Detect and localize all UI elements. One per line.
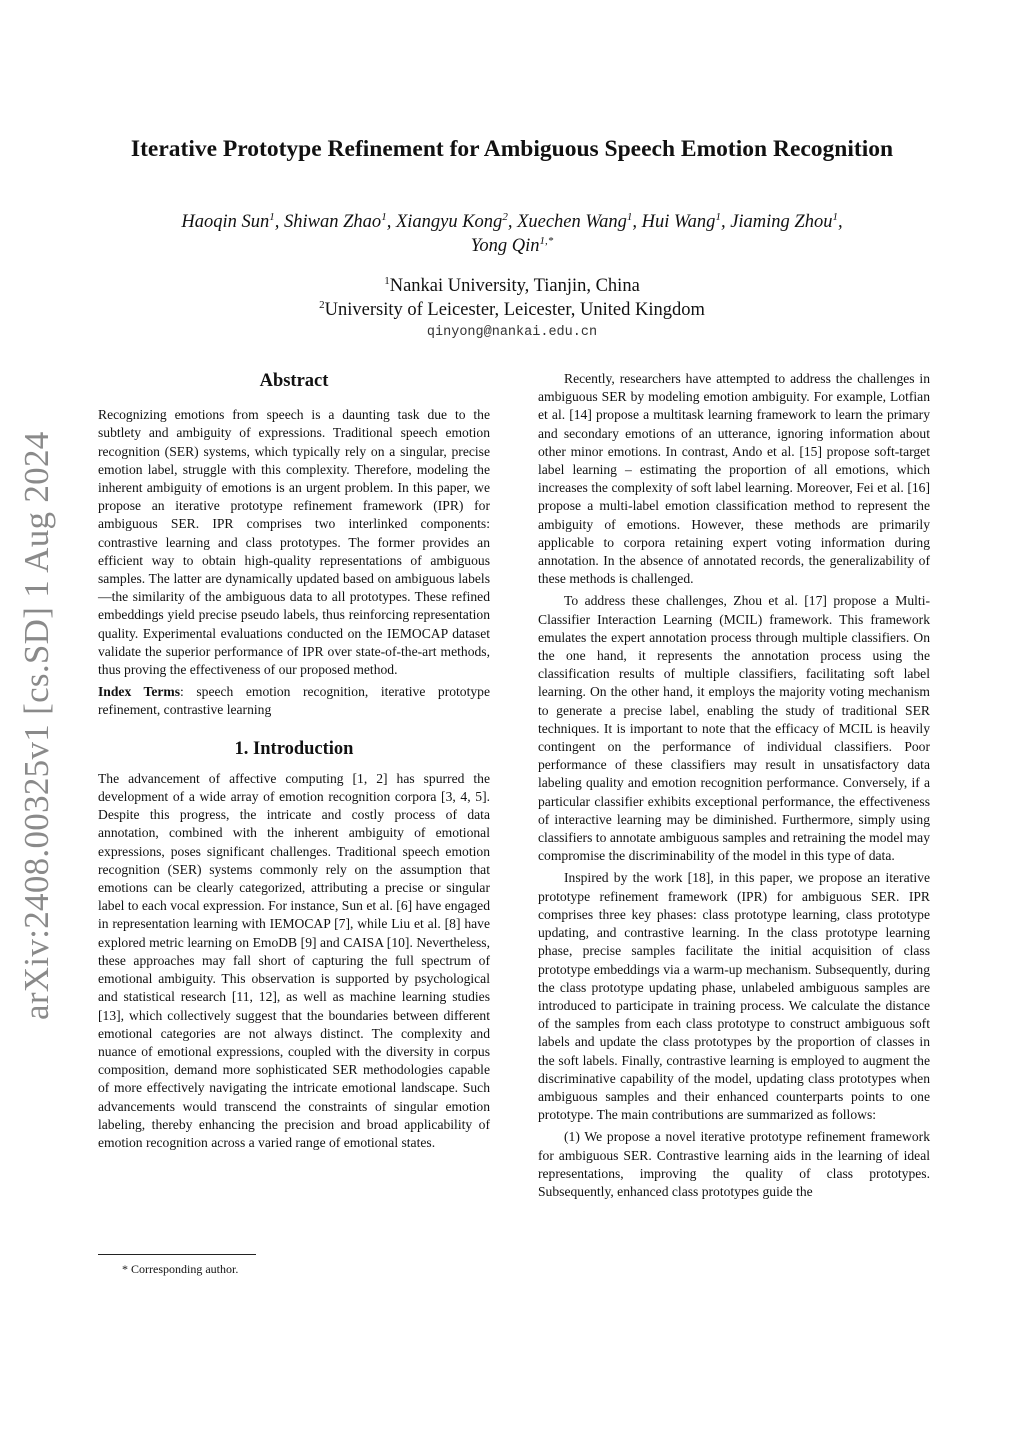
author: Haoqin Sun$^1$, — [181, 210, 285, 232]
affiliations — [0, 274, 1024, 322]
body-paragraph: Inspired by the work [18], in this paper, we propose an iterative prototype refinement framework (IPR) for ambiguous SER. IPR comprises three key phases: class prototype learning, class prototype updating, and contrastive learning. In the class prototype learning phase, precise samples facilitate the initial acquisition of class prototype embeddings via a warm-up mechanism. Subsequently, during the class prototype updating phase, unlabeled ambiguous samples are introduced to participate in training process. We calculate the distance of the samples from each class prototype to construct ambiguous soft labels and update the class prototypes by the proportion of classes in the soft labels. Finally, contrastive learning is employed to augment the discriminative capability of the model, updating class prototypes when ambiguous samples and their enhanced counterparts points to one prototype. The main contributions are summarized as follows: — [538, 870, 930, 1123]
body-paragraph: (1) We propose a novel iterative prototype refinement framework for ambiguous SER. Contrastive learning aids in the learning of ideal representations, improving the quality of class prototypes. Subsequently, enhanced class prototypes guide the — [538, 1129, 930, 1199]
body-paragraph: The advancement of affective computing [1, 2] has spurred the development of a wide array of emotion recognition corpora [3, 4, 5]. Despite this progress, the intricate and costly process of data annotation, combined with the inherent ambiguity of emotional expressions, poses significant challenges. Traditional speech emotion recognition (SER) systems commonly rely on the assumption that emotions can be clearly categorized, attributing a precise or singular label to each vocal expression. For instance, Sun et al. [6] have engaged in representation learning with IEMOCAP [7], while Liu et al. [8] have explored metric learning on EmoDB [9] and CAISA [10]. Nevertheless, these approaches may fall short of capturing the full spectrum of emotional ambiguity. This observation is supported by psychological and statistical research [11, 12], as well as machine learning studies [13], which collectively suggest that the boundaries between different emotional categories are not always distinct. The complexity and nuance of emotional expressions, coupled with the diversity in corpus composition, demand more sophisticated SER methodologies capable of more effectively navigating the intricate emotional landscape. Such advancements would transcend the constraints of singular emotion labeling, thereby enhancing the precision and broad applicability of emotion recognition across a varied range of emotional states. — [98, 770, 490, 1150]
author-list — [130, 210, 894, 258]
abstract-heading: Abstract — [259, 371, 329, 391]
affiliation: $^2$University of Leicester, Leicester, United Kingdom — [319, 298, 705, 320]
author: Xiangyu Kong$^2$, — [395, 210, 518, 232]
arxiv-identifier: arXiv:2408.00325v1 [cs.SD] 1 Aug 2024 — [17, 431, 56, 1020]
author: Jiaming Zhou$^1$, — [730, 210, 843, 232]
index-terms: Index Terms: speech emotion recognition, iterative prototype refinement, contrastive learning — [98, 684, 490, 718]
footnote-divider — [98, 1254, 256, 1255]
right-column — [538, 370, 930, 1201]
affiliation: $^1$Nankai University, Tianjin, China — [384, 274, 640, 296]
footnote: * Corresponding author. — [122, 1262, 239, 1276]
section-heading: 1. Introduction — [234, 738, 354, 759]
contact-email: qinyong@nankai.edu.cn — [426, 325, 598, 340]
author: Yong Qin$^{1,*}$ — [470, 234, 554, 256]
author: Shiwan Zhao$^1$, — [284, 210, 396, 232]
body-paragraph: To address these challenges, Zhou et al. [17] propose a Multi-Classifier Interaction Learning (MCIL) framework. This framework emulates the expert annotation process through multiple classifiers. On the one hand, it represents the annotation process using the classification results of multiple classifiers, facilitating soft label learning. On the other hand, it employs the majority voting mechanism to generate a precise label, enabling the study of traditional SER techniques. It is important to note that the efficacy of MCIL is heavily contingent on the performance of individual classifiers. Poor performance of these classifiers may result in unsatisfactory data labeling quality and emotion recognition performance. Conversely, if a particular classifier exhibits exceptional performance, the effectiveness of interactive learning may be diminished. Furthermore, simply using classifiers to annotate ambiguous samples and retraining the model may compromise the discriminability of the model in this type of data. — [538, 593, 930, 864]
left-column — [98, 370, 490, 1152]
author: Xuechen Wang$^1$, — [517, 210, 642, 232]
abstract-text: Recognizing emotions from speech is a daunting task due to the subtlety and ambiguity of expressions. Traditional speech emotion recognition (SER) systems, which typically rely on a singular, precise emotion label, struggle with this complexity. Therefore, modeling the inherent ambiguity of emotions is an urgent problem. In this paper, we propose an iterative prototype refinement framework (IPR) for ambiguous SER. IPR comprises two interlinked components: contrastive learning and class prototypes. The former provides an efficient way to obtain high-quality representations of ambiguous samples. The latter are dynamically updated based on ambiguous labels—the similarity of the ambiguous data to all prototypes. These refined embeddings yield precise pseudo labels, thus reinforcing representation quality. Experimental evaluations conducted on the IEMOCAP dataset validate the superior performance of IPR over state-of-the-art methods, thus proving the effectiveness of our proposed method. — [98, 407, 490, 678]
author: Hui Wang$^1$, — [641, 210, 731, 232]
body-paragraph: Recently, researchers have attempted to address the challenges in ambiguous SER by modeling emotion ambiguity. For example, Lotfian et al. [14] propose a multitask learning framework to learn the primary and secondary emotions of an utterance, ignoring information about other minor emotions. In contrast, Ando et al. [15] propose soft-target label learning – estimating the proportion of all emotions, which increases the complexity of soft label learning. Moreover, Fei et al. [16] propose a multi-label emotion classification method to represent the ambiguity of emotions. However, these methods are primarily applicable to corpora retaining expert voting information during annotation. In the absence of annotated records, the generalizability of these methods is challenged. — [538, 371, 930, 587]
paper-title: Iterative Prototype Refinement for Ambiguous Speech Emotion Recognition — [130, 136, 894, 162]
